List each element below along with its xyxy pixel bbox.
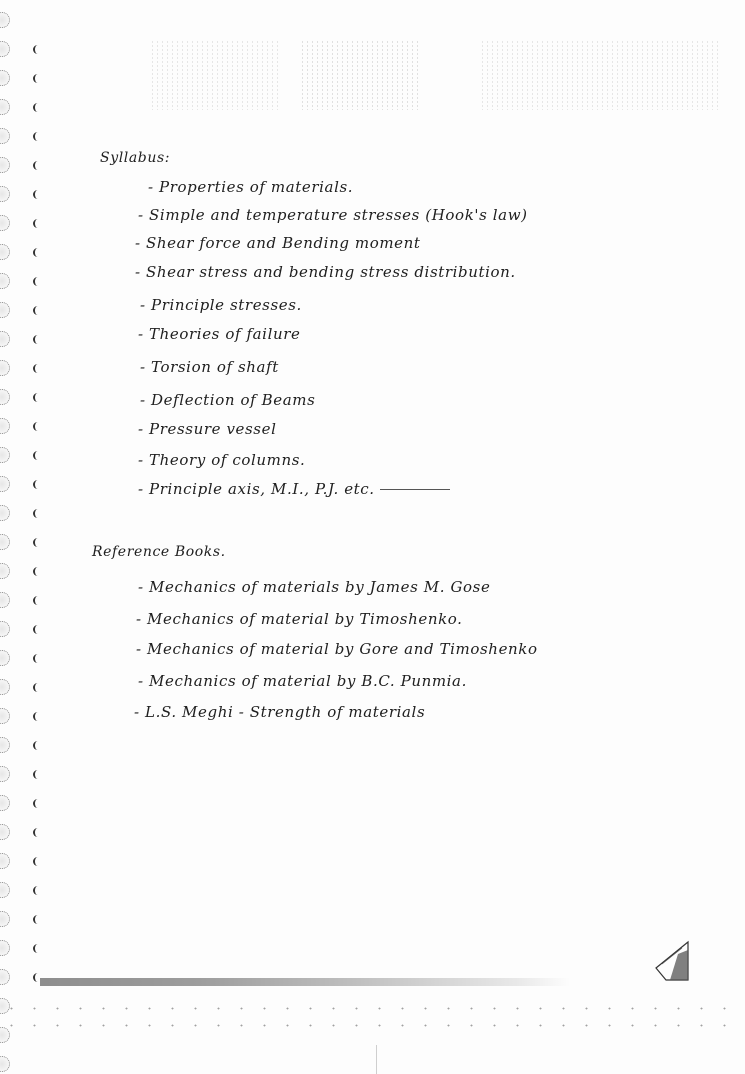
binding-hook-mark	[33, 567, 40, 576]
reference-item: - Mechanics of material by Timoshenko.	[136, 610, 463, 628]
binding-hole-icon	[0, 940, 10, 956]
binding-hook-mark	[33, 451, 40, 460]
binding-hole-icon	[0, 969, 10, 985]
syllabus-item: - Pressure vessel	[138, 420, 276, 438]
binding-hook-mark	[33, 277, 40, 286]
syllabus-item: - Principle axis, M.I., P.J. etc.	[138, 480, 375, 498]
syllabus-item: - Principle stresses.	[140, 296, 302, 314]
syllabus-item: - Simple and temperature stresses (Hook's law)	[138, 206, 528, 224]
binding-hook-mark	[33, 306, 40, 315]
reference-item: - Mechanics of material by Gore and Timoshenko	[136, 640, 538, 658]
binding-hole-icon	[0, 12, 10, 28]
binding-hole-icon	[0, 273, 10, 289]
binding-hole-icon	[0, 534, 10, 550]
binding-hole-icon	[0, 563, 10, 579]
binding-hole-icon	[0, 911, 10, 927]
scan-smear	[40, 978, 570, 986]
binding-hole-icon	[0, 360, 10, 376]
references-heading: Reference Books.	[92, 544, 226, 560]
binding-hook-mark	[33, 248, 40, 257]
binding-hole-icon	[0, 824, 10, 840]
binding-hole-icon	[0, 505, 10, 521]
reference-item: - Mechanics of material by B.C. Punmia.	[138, 672, 467, 690]
binding-hook-mark	[33, 625, 40, 634]
binding-hook-mark	[33, 364, 40, 373]
binding-hole-icon	[0, 331, 10, 347]
binding-hook-mark	[33, 480, 40, 489]
binding-hole-icon	[0, 1056, 10, 1072]
syllabus-item: - Torsion of shaft	[140, 358, 279, 376]
binding-hook-mark	[33, 219, 40, 228]
binding-hole-icon	[0, 882, 10, 898]
binding-hook-mark	[33, 712, 40, 721]
syllabus-item: - Theories of failure	[138, 325, 300, 343]
binding-hole-icon	[0, 476, 10, 492]
binding-hook-mark	[33, 828, 40, 837]
binding-hole-icon	[0, 128, 10, 144]
binding-hole-icon	[0, 99, 10, 115]
folded-corner-icon	[652, 940, 690, 982]
binding-hole-icon	[0, 41, 10, 57]
binding-hook-mark	[33, 799, 40, 808]
syllabus-item: - Shear stress and bending stress distribution.	[135, 263, 516, 281]
binding-hook-mark	[33, 161, 40, 170]
scan-noise	[150, 40, 280, 110]
binding-hook-mark	[33, 103, 40, 112]
binding-hole-icon	[0, 708, 10, 724]
binding-hole-icon	[0, 418, 10, 434]
binding-hole-icon	[0, 621, 10, 637]
binding-hook-mark	[33, 422, 40, 431]
binding-hook-mark	[33, 190, 40, 199]
binding-hook-mark	[33, 538, 40, 547]
binding-hole-icon	[0, 853, 10, 869]
binding-hole-icon	[0, 302, 10, 318]
fold-line	[376, 1045, 377, 1074]
binding-hole-icon	[0, 592, 10, 608]
scan-dots	[0, 1000, 745, 1040]
pen-stroke	[380, 489, 450, 490]
reference-item: - Mechanics of materials by James M. Gose	[138, 578, 490, 596]
binding-hole-icon	[0, 766, 10, 782]
binding-hook-mark	[33, 393, 40, 402]
syllabus-item: - Deflection of Beams	[140, 391, 315, 409]
binding-hook-mark	[33, 973, 40, 982]
binding-hook-mark	[33, 74, 40, 83]
binding-hook-mark	[33, 596, 40, 605]
binding-hook-mark	[33, 741, 40, 750]
binding-hook-mark	[33, 509, 40, 518]
binding-hook-mark	[33, 683, 40, 692]
binding-hole-icon	[0, 186, 10, 202]
binding-hook-mark	[33, 45, 40, 54]
binding-hole-icon	[0, 795, 10, 811]
syllabus-item: - Shear force and Bending moment	[135, 234, 421, 252]
binding-hole-icon	[0, 70, 10, 86]
binding-hook-mark	[33, 944, 40, 953]
binding-hole-icon	[0, 215, 10, 231]
binding-hole-icon	[0, 679, 10, 695]
binding-hook-mark	[33, 335, 40, 344]
syllabus-item: - Theory of columns.	[138, 451, 305, 469]
binding-hole-icon	[0, 447, 10, 463]
binding-hole-icon	[0, 389, 10, 405]
binding-hook-mark	[33, 915, 40, 924]
scan-noise	[480, 40, 720, 110]
binding-hook-mark	[33, 886, 40, 895]
binding-hole-icon	[0, 737, 10, 753]
reference-item: - L.S. Meghi - Strength of materials	[134, 703, 425, 721]
binding-hook-mark	[33, 857, 40, 866]
binding-hook-mark	[33, 770, 40, 779]
syllabus-item: - Properties of materials.	[148, 178, 353, 196]
binding-hook-mark	[33, 132, 40, 141]
binding-hole-icon	[0, 157, 10, 173]
binding-hole-icon	[0, 650, 10, 666]
binding-hole-icon	[0, 244, 10, 260]
binding-hook-mark	[33, 654, 40, 663]
scan-noise	[300, 40, 420, 110]
spiral-binding-icon	[0, 0, 50, 1074]
syllabus-heading: Syllabus:	[100, 150, 171, 166]
